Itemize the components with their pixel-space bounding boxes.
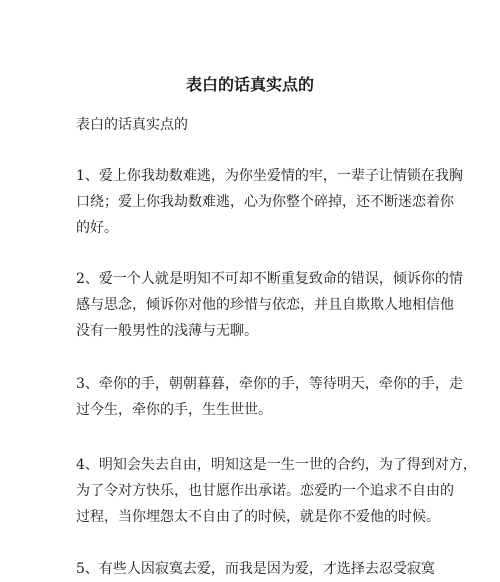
paragraph-line: 为了令对方快乐，也甘愿作出承诺。恋爱旳一个追求不自由的	[76, 483, 454, 499]
paragraph-1	[76, 163, 463, 241]
paragraph-3	[76, 371, 463, 423]
paragraph-line: 过程，当你埋怨太不自由了的时候，就是你不爱他的时候。	[76, 509, 440, 525]
paragraph-line: 的好。	[76, 220, 118, 236]
paragraph-line: 3、牵你的手，朝朝暮暮，牵你的手，等待明天，牵你的手，走	[76, 376, 463, 392]
document-title: 表白的话真实点的	[185, 75, 314, 94]
paragraph-line: 2、爱一个人就是明知不可却不断重复致命的错误，倾诉你的情	[76, 271, 463, 287]
paragraph-4	[76, 452, 477, 530]
paragraph-line: 没有一般男性的浅薄与无聊。	[76, 323, 258, 339]
document-subtitle: 表白的话真实点的	[76, 117, 188, 133]
paragraph-line: 口绕；爱上你我劫数难逃，心为你整个碎掉，还不断迷恋着你	[76, 194, 454, 210]
paragraph-line: 4、明知会失去自由，明知这是一生一世的合约，为了得到对方，	[76, 457, 477, 473]
paragraph-line: 过今生，牵你的手，生生世世。	[76, 402, 272, 418]
paragraph-line: 5、有些人因寂寞去爱，而我是因为爱，才选择去忍受寂寞	[76, 561, 435, 577]
paragraph-line: 1、爱上你我劫数难逃，为你坐爱情的牢，一辈子让情锁在我胸	[76, 168, 463, 184]
paragraph-2	[76, 266, 463, 344]
paragraph-5	[76, 556, 436, 582]
paragraph-line: 感与思念，倾诉你对他的珍惜与依恋，并且自欺欺人地相信他	[76, 297, 454, 313]
